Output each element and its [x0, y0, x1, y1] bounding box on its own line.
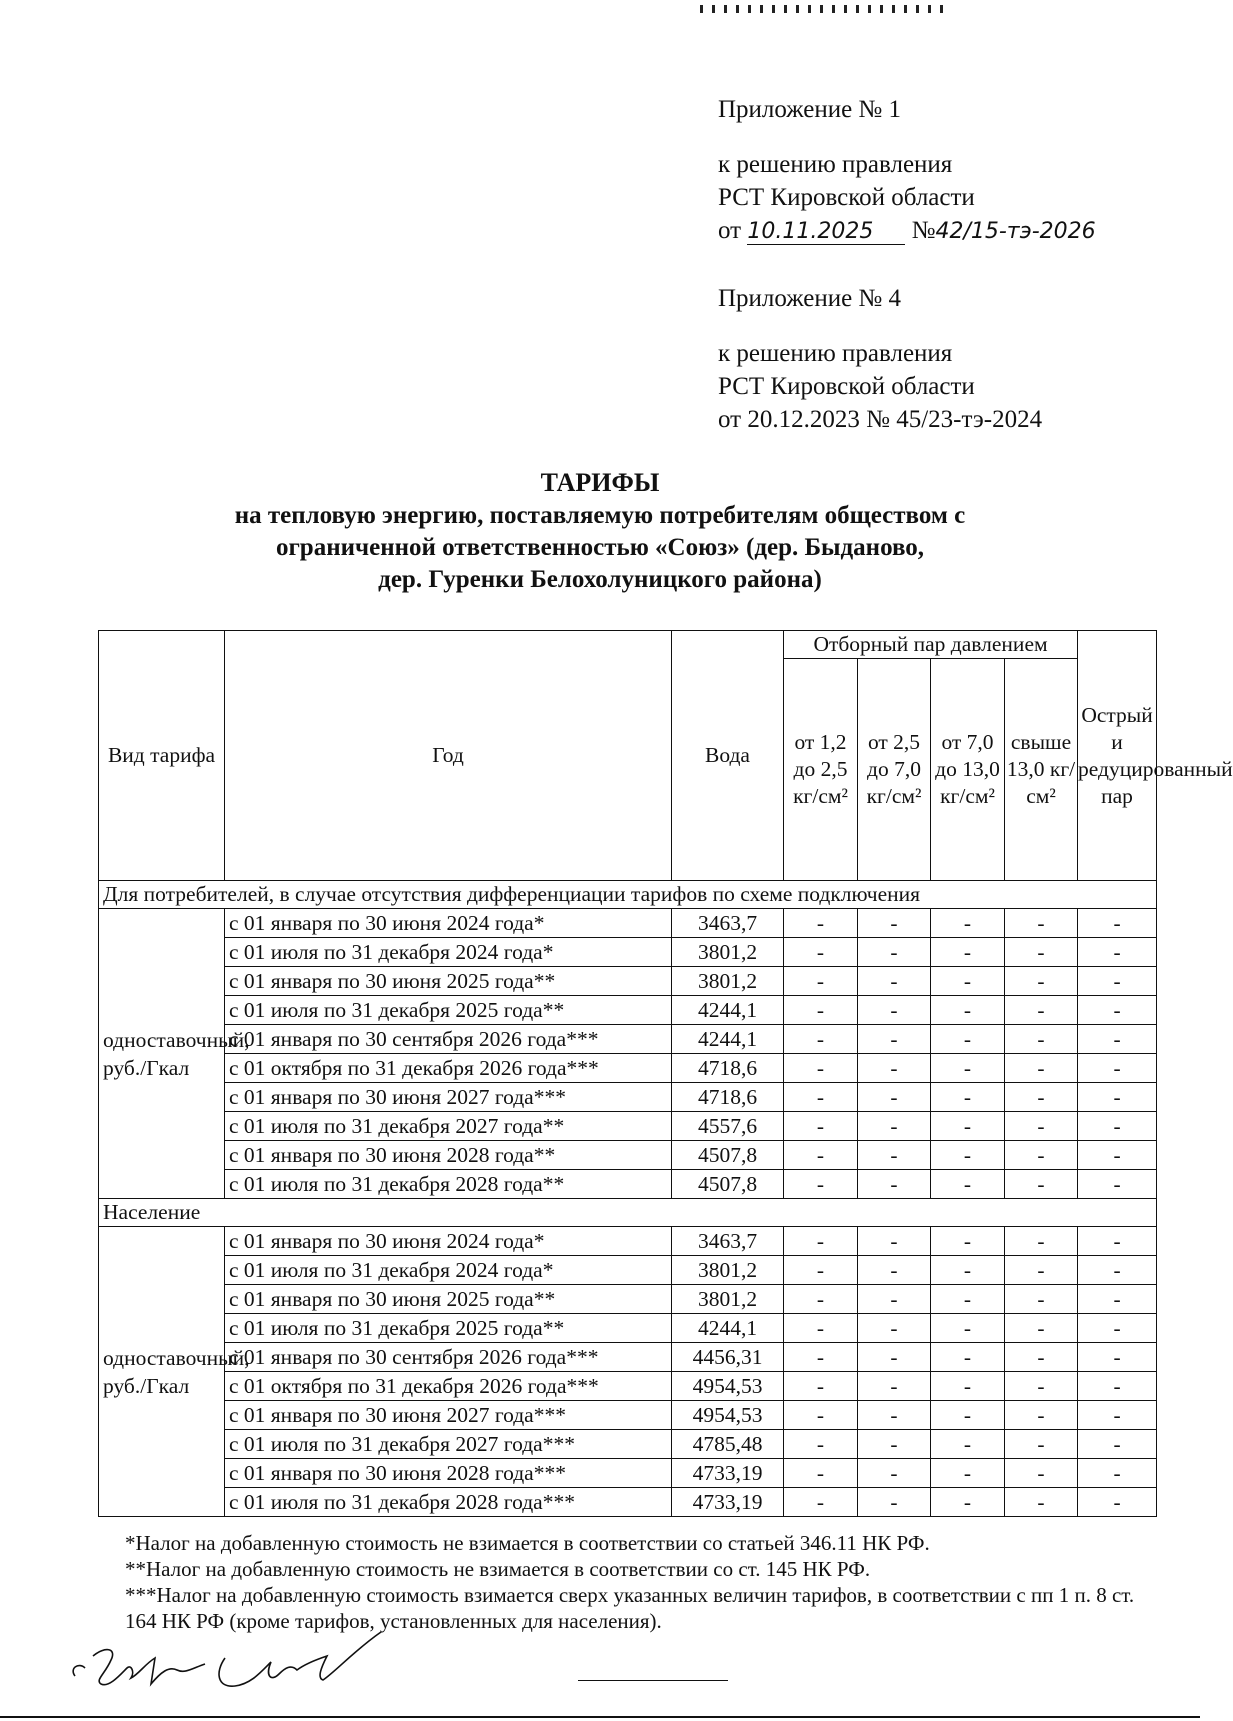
water-tariff-cell: 4733,19: [672, 1459, 784, 1488]
empty-dash-cell: -: [1078, 1256, 1157, 1285]
water-tariff-cell: 4557,6: [672, 1112, 784, 1141]
empty-dash-cell: -: [858, 1372, 931, 1401]
table-row: [99, 1054, 1157, 1083]
empty-dash-cell: -: [1005, 1054, 1078, 1083]
empty-dash-cell: -: [1078, 1227, 1157, 1256]
period-cell: с 01 января по 30 сентября 2026 года***: [225, 1025, 672, 1054]
period-cell: с 01 января по 30 июня 2024 года*: [225, 909, 672, 938]
empty-dash-cell: -: [784, 1488, 858, 1517]
header-water: Вода: [672, 631, 784, 881]
appendix-1-line2: РСТ Кировской области: [718, 184, 975, 211]
empty-dash-cell: -: [931, 1430, 1005, 1459]
empty-dash-cell: -: [858, 1025, 931, 1054]
period-cell: с 01 января по 30 июня 2027 года***: [225, 1083, 672, 1112]
empty-dash-cell: -: [1078, 1112, 1157, 1141]
appendix-1-line1: к решению правления: [718, 151, 953, 178]
title-line3: дер. Гуренки Белохолуницкого района): [378, 566, 822, 593]
empty-dash-cell: -: [1078, 967, 1157, 996]
empty-dash-cell: -: [931, 1343, 1005, 1372]
empty-dash-cell: -: [1005, 1314, 1078, 1343]
period-cell: с 01 июля по 31 декабря 2024 года*: [225, 938, 672, 967]
number-prefix: №: [911, 217, 936, 244]
empty-dash-cell: -: [1005, 996, 1078, 1025]
water-tariff-cell: 3463,7: [672, 909, 784, 938]
empty-dash-cell: -: [1078, 1314, 1157, 1343]
water-tariff-cell: 4507,8: [672, 1141, 784, 1170]
empty-dash-cell: -: [931, 1314, 1005, 1343]
empty-dash-cell: -: [1078, 1459, 1157, 1488]
empty-dash-cell: -: [931, 967, 1005, 996]
water-tariff-cell: 3801,2: [672, 1285, 784, 1314]
document-title: [180, 467, 1020, 596]
period-cell: с 01 января по 30 июня 2025 года**: [225, 1285, 672, 1314]
empty-dash-cell: -: [931, 996, 1005, 1025]
empty-dash-cell: -: [1005, 1025, 1078, 1054]
section-row: [99, 1199, 1157, 1227]
header-steam-4: свыше 13,0 кг/см²: [1005, 659, 1078, 881]
title-main: ТАРИФЫ: [540, 468, 660, 497]
empty-dash-cell: -: [1078, 1025, 1157, 1054]
empty-dash-cell: -: [858, 1343, 931, 1372]
period-cell: с 01 октября по 31 декабря 2026 года***: [225, 1372, 672, 1401]
table-row: [99, 1112, 1157, 1141]
empty-dash-cell: -: [1078, 1430, 1157, 1459]
water-tariff-cell: 3463,7: [672, 1227, 784, 1256]
empty-dash-cell: -: [1078, 1170, 1157, 1199]
period-cell: с 01 июля по 31 декабря 2027 года***: [225, 1430, 672, 1459]
empty-dash-cell: -: [931, 938, 1005, 967]
date-prefix: от: [718, 217, 742, 244]
water-tariff-cell: 3801,2: [672, 967, 784, 996]
empty-dash-cell: -: [858, 1430, 931, 1459]
empty-dash-cell: -: [858, 1488, 931, 1517]
section-title: Для потребителей, в случае отсутствия дифференциации тарифов по схеме подключения: [99, 881, 1157, 909]
water-tariff-cell: 4456,31: [672, 1343, 784, 1372]
table-row: [99, 1227, 1157, 1256]
empty-dash-cell: -: [784, 909, 858, 938]
empty-dash-cell: -: [784, 1401, 858, 1430]
empty-dash-cell: -: [858, 1401, 931, 1430]
table-row: [99, 996, 1157, 1025]
empty-dash-cell: -: [931, 1285, 1005, 1314]
table-row: [99, 1401, 1157, 1430]
water-tariff-cell: 3801,2: [672, 1256, 784, 1285]
handwritten-signature: [65, 1628, 395, 1698]
empty-dash-cell: -: [1078, 1083, 1157, 1112]
empty-dash-cell: -: [858, 1112, 931, 1141]
section-title: Население: [99, 1199, 1157, 1227]
empty-dash-cell: -: [1078, 1488, 1157, 1517]
appendix-1-block: [718, 93, 1096, 247]
empty-dash-cell: -: [931, 1083, 1005, 1112]
empty-dash-cell: -: [931, 1227, 1005, 1256]
empty-dash-cell: -: [784, 1430, 858, 1459]
period-cell: с 01 января по 30 сентября 2026 года***: [225, 1343, 672, 1372]
empty-dash-cell: -: [858, 909, 931, 938]
water-tariff-cell: 4785,48: [672, 1430, 784, 1459]
empty-dash-cell: -: [931, 1054, 1005, 1083]
empty-dash-cell: -: [858, 1083, 931, 1112]
handwritten-date: 10.11.2025: [747, 220, 905, 245]
empty-dash-cell: -: [784, 1256, 858, 1285]
table-row: [99, 1488, 1157, 1517]
tariff-table: [98, 630, 1233, 1517]
empty-dash-cell: -: [1005, 1170, 1078, 1199]
empty-dash-cell: -: [1005, 1141, 1078, 1170]
empty-dash-cell: -: [931, 1025, 1005, 1054]
empty-dash-cell: -: [1078, 996, 1157, 1025]
water-tariff-cell: 4244,1: [672, 996, 784, 1025]
empty-dash-cell: -: [1005, 1285, 1078, 1314]
table-row: [99, 1083, 1157, 1112]
empty-dash-cell: -: [784, 1112, 858, 1141]
table-row: [99, 967, 1157, 996]
section-row: [99, 881, 1157, 909]
period-cell: с 01 января по 30 июня 2027 года***: [225, 1401, 672, 1430]
empty-dash-cell: -: [931, 1401, 1005, 1430]
appendix-4-block: [718, 282, 1042, 436]
empty-dash-cell: -: [1005, 1112, 1078, 1141]
empty-dash-cell: -: [858, 967, 931, 996]
title-line1: на тепловую энергию, поставляемую потребителям обществом с: [234, 502, 966, 529]
empty-dash-cell: -: [1005, 1227, 1078, 1256]
table-row: [99, 1170, 1157, 1199]
empty-dash-cell: -: [1005, 1401, 1078, 1430]
period-cell: с 01 января по 30 июня 2028 года***: [225, 1459, 672, 1488]
empty-dash-cell: -: [858, 1285, 931, 1314]
handwritten-number: 42/15-тэ-2026: [935, 219, 1096, 244]
appendix-1-title: Приложение № 1: [718, 96, 902, 123]
empty-dash-cell: -: [931, 1459, 1005, 1488]
table-row: [99, 1256, 1157, 1285]
table-row: [99, 1314, 1157, 1343]
period-cell: с 01 января по 30 июня 2024 года*: [225, 1227, 672, 1256]
empty-dash-cell: -: [931, 1488, 1005, 1517]
empty-dash-cell: -: [784, 1054, 858, 1083]
empty-dash-cell: -: [784, 1083, 858, 1112]
table-row: [99, 1285, 1157, 1314]
empty-dash-cell: -: [858, 1227, 931, 1256]
table-row: [99, 1459, 1157, 1488]
empty-dash-cell: -: [931, 1170, 1005, 1199]
empty-dash-cell: -: [784, 1372, 858, 1401]
period-cell: с 01 октября по 31 декабря 2026 года***: [225, 1054, 672, 1083]
empty-dash-cell: -: [931, 1141, 1005, 1170]
bottom-rule: [0, 1716, 1200, 1718]
empty-dash-cell: -: [784, 996, 858, 1025]
header-tariff-type: Вид тарифа: [99, 631, 225, 881]
header-steam-group: Отборный пар давлением: [784, 631, 1078, 659]
empty-dash-cell: -: [858, 1314, 931, 1343]
period-cell: с 01 июля по 31 декабря 2027 года**: [225, 1112, 672, 1141]
period-cell: с 01 июля по 31 декабря 2028 года**: [225, 1170, 672, 1199]
empty-dash-cell: -: [1005, 1343, 1078, 1372]
empty-dash-cell: -: [858, 938, 931, 967]
empty-dash-cell: -: [1078, 1401, 1157, 1430]
footnote-1: *Налог на добавленную стоимость не взимается в соответствии со статьей 346.11 НК РФ.: [125, 1531, 930, 1555]
empty-dash-cell: -: [858, 1459, 931, 1488]
period-cell: с 01 июля по 31 декабря 2025 года**: [225, 1314, 672, 1343]
table-row: [99, 938, 1157, 967]
title-line2: ограниченной ответственностью «Союз» (дер. Быданово,: [275, 534, 925, 561]
footnotes: [125, 1530, 1155, 1634]
empty-dash-cell: -: [1005, 967, 1078, 996]
empty-dash-cell: -: [931, 1256, 1005, 1285]
empty-dash-cell: -: [1005, 1372, 1078, 1401]
empty-dash-cell: -: [784, 1170, 858, 1199]
empty-dash-cell: -: [784, 967, 858, 996]
water-tariff-cell: 4718,6: [672, 1083, 784, 1112]
period-cell: с 01 января по 30 июня 2028 года**: [225, 1141, 672, 1170]
empty-dash-cell: -: [1005, 1459, 1078, 1488]
empty-dash-cell: -: [1005, 1488, 1078, 1517]
appendix-4-title: Приложение № 4: [718, 285, 902, 312]
empty-dash-cell: -: [1005, 909, 1078, 938]
table-row: [99, 1025, 1157, 1054]
empty-dash-cell: -: [784, 938, 858, 967]
empty-dash-cell: -: [858, 1256, 931, 1285]
signature-line: [578, 1680, 728, 1681]
empty-dash-cell: -: [1005, 1430, 1078, 1459]
empty-dash-cell: -: [784, 1459, 858, 1488]
tariff-type-cell: одноставочный, руб./Гкал: [99, 1227, 225, 1517]
table-row: [99, 1141, 1157, 1170]
empty-dash-cell: -: [1005, 1083, 1078, 1112]
empty-dash-cell: -: [784, 1314, 858, 1343]
water-tariff-cell: 4507,8: [672, 1170, 784, 1199]
empty-dash-cell: -: [1078, 1285, 1157, 1314]
empty-dash-cell: -: [784, 1025, 858, 1054]
tariff-type-cell: одноставочный, руб./Гкал: [99, 909, 225, 1199]
empty-dash-cell: -: [1005, 938, 1078, 967]
empty-dash-cell: -: [1005, 1256, 1078, 1285]
empty-dash-cell: -: [858, 1141, 931, 1170]
appendix-1-date-line: [718, 214, 1096, 247]
empty-dash-cell: -: [1078, 1141, 1157, 1170]
appendix-4-line1: к решению правления: [718, 340, 953, 367]
appendix-4-date-line: от 20.12.2023 № 45/23-тэ-2024: [718, 406, 1043, 433]
period-cell: с 01 июля по 31 декабря 2024 года*: [225, 1256, 672, 1285]
water-tariff-cell: 4954,53: [672, 1401, 784, 1430]
header-year: Год: [225, 631, 672, 881]
empty-dash-cell: -: [931, 1372, 1005, 1401]
empty-dash-cell: -: [1078, 938, 1157, 967]
header-steam-1: от 1,2 до 2,5 кг/см²: [784, 659, 858, 881]
empty-dash-cell: -: [1078, 909, 1157, 938]
scan-marks: [700, 0, 1100, 10]
water-tariff-cell: 4244,1: [672, 1314, 784, 1343]
empty-dash-cell: -: [931, 909, 1005, 938]
footnote-3: ***Налог на добавленную стоимость взимается сверх указанных величин тарифов, в соответствии с пп 1 п. 8 ст. 164 НК РФ (кроме тарифов, установленных для населения).: [125, 1583, 1135, 1633]
empty-dash-cell: -: [858, 1170, 931, 1199]
period-cell: с 01 июля по 31 декабря 2025 года**: [225, 996, 672, 1025]
water-tariff-cell: 4718,6: [672, 1054, 784, 1083]
header-sharp-steam: Острый и редуцированный пар: [1078, 631, 1157, 881]
period-cell: с 01 июля по 31 декабря 2028 года***: [225, 1488, 672, 1517]
header-steam-3: от 7,0 до 13,0 кг/см²: [931, 659, 1005, 881]
footnote-2: **Налог на добавленную стоимость не взимается в соответствии со ст. 145 НК РФ.: [125, 1557, 871, 1581]
empty-dash-cell: -: [784, 1141, 858, 1170]
empty-dash-cell: -: [784, 1343, 858, 1372]
empty-dash-cell: -: [1078, 1054, 1157, 1083]
water-tariff-cell: 4244,1: [672, 1025, 784, 1054]
header-row-1: [99, 631, 1157, 659]
water-tariff-cell: 4733,19: [672, 1488, 784, 1517]
table-row: [99, 1343, 1157, 1372]
table-row: [99, 1372, 1157, 1401]
empty-dash-cell: -: [1078, 1372, 1157, 1401]
header-steam-2: от 2,5 до 7,0 кг/см²: [858, 659, 931, 881]
table-row: [99, 909, 1157, 938]
tariff-body: [99, 881, 1157, 1517]
empty-dash-cell: -: [1078, 1343, 1157, 1372]
appendix-4-line2: РСТ Кировской области: [718, 373, 975, 400]
empty-dash-cell: -: [784, 1227, 858, 1256]
empty-dash-cell: -: [931, 1112, 1005, 1141]
period-cell: с 01 января по 30 июня 2025 года**: [225, 967, 672, 996]
empty-dash-cell: -: [858, 996, 931, 1025]
water-tariff-cell: 4954,53: [672, 1372, 784, 1401]
table-row: [99, 1430, 1157, 1459]
empty-dash-cell: -: [858, 1054, 931, 1083]
water-tariff-cell: 3801,2: [672, 938, 784, 967]
empty-dash-cell: -: [784, 1285, 858, 1314]
